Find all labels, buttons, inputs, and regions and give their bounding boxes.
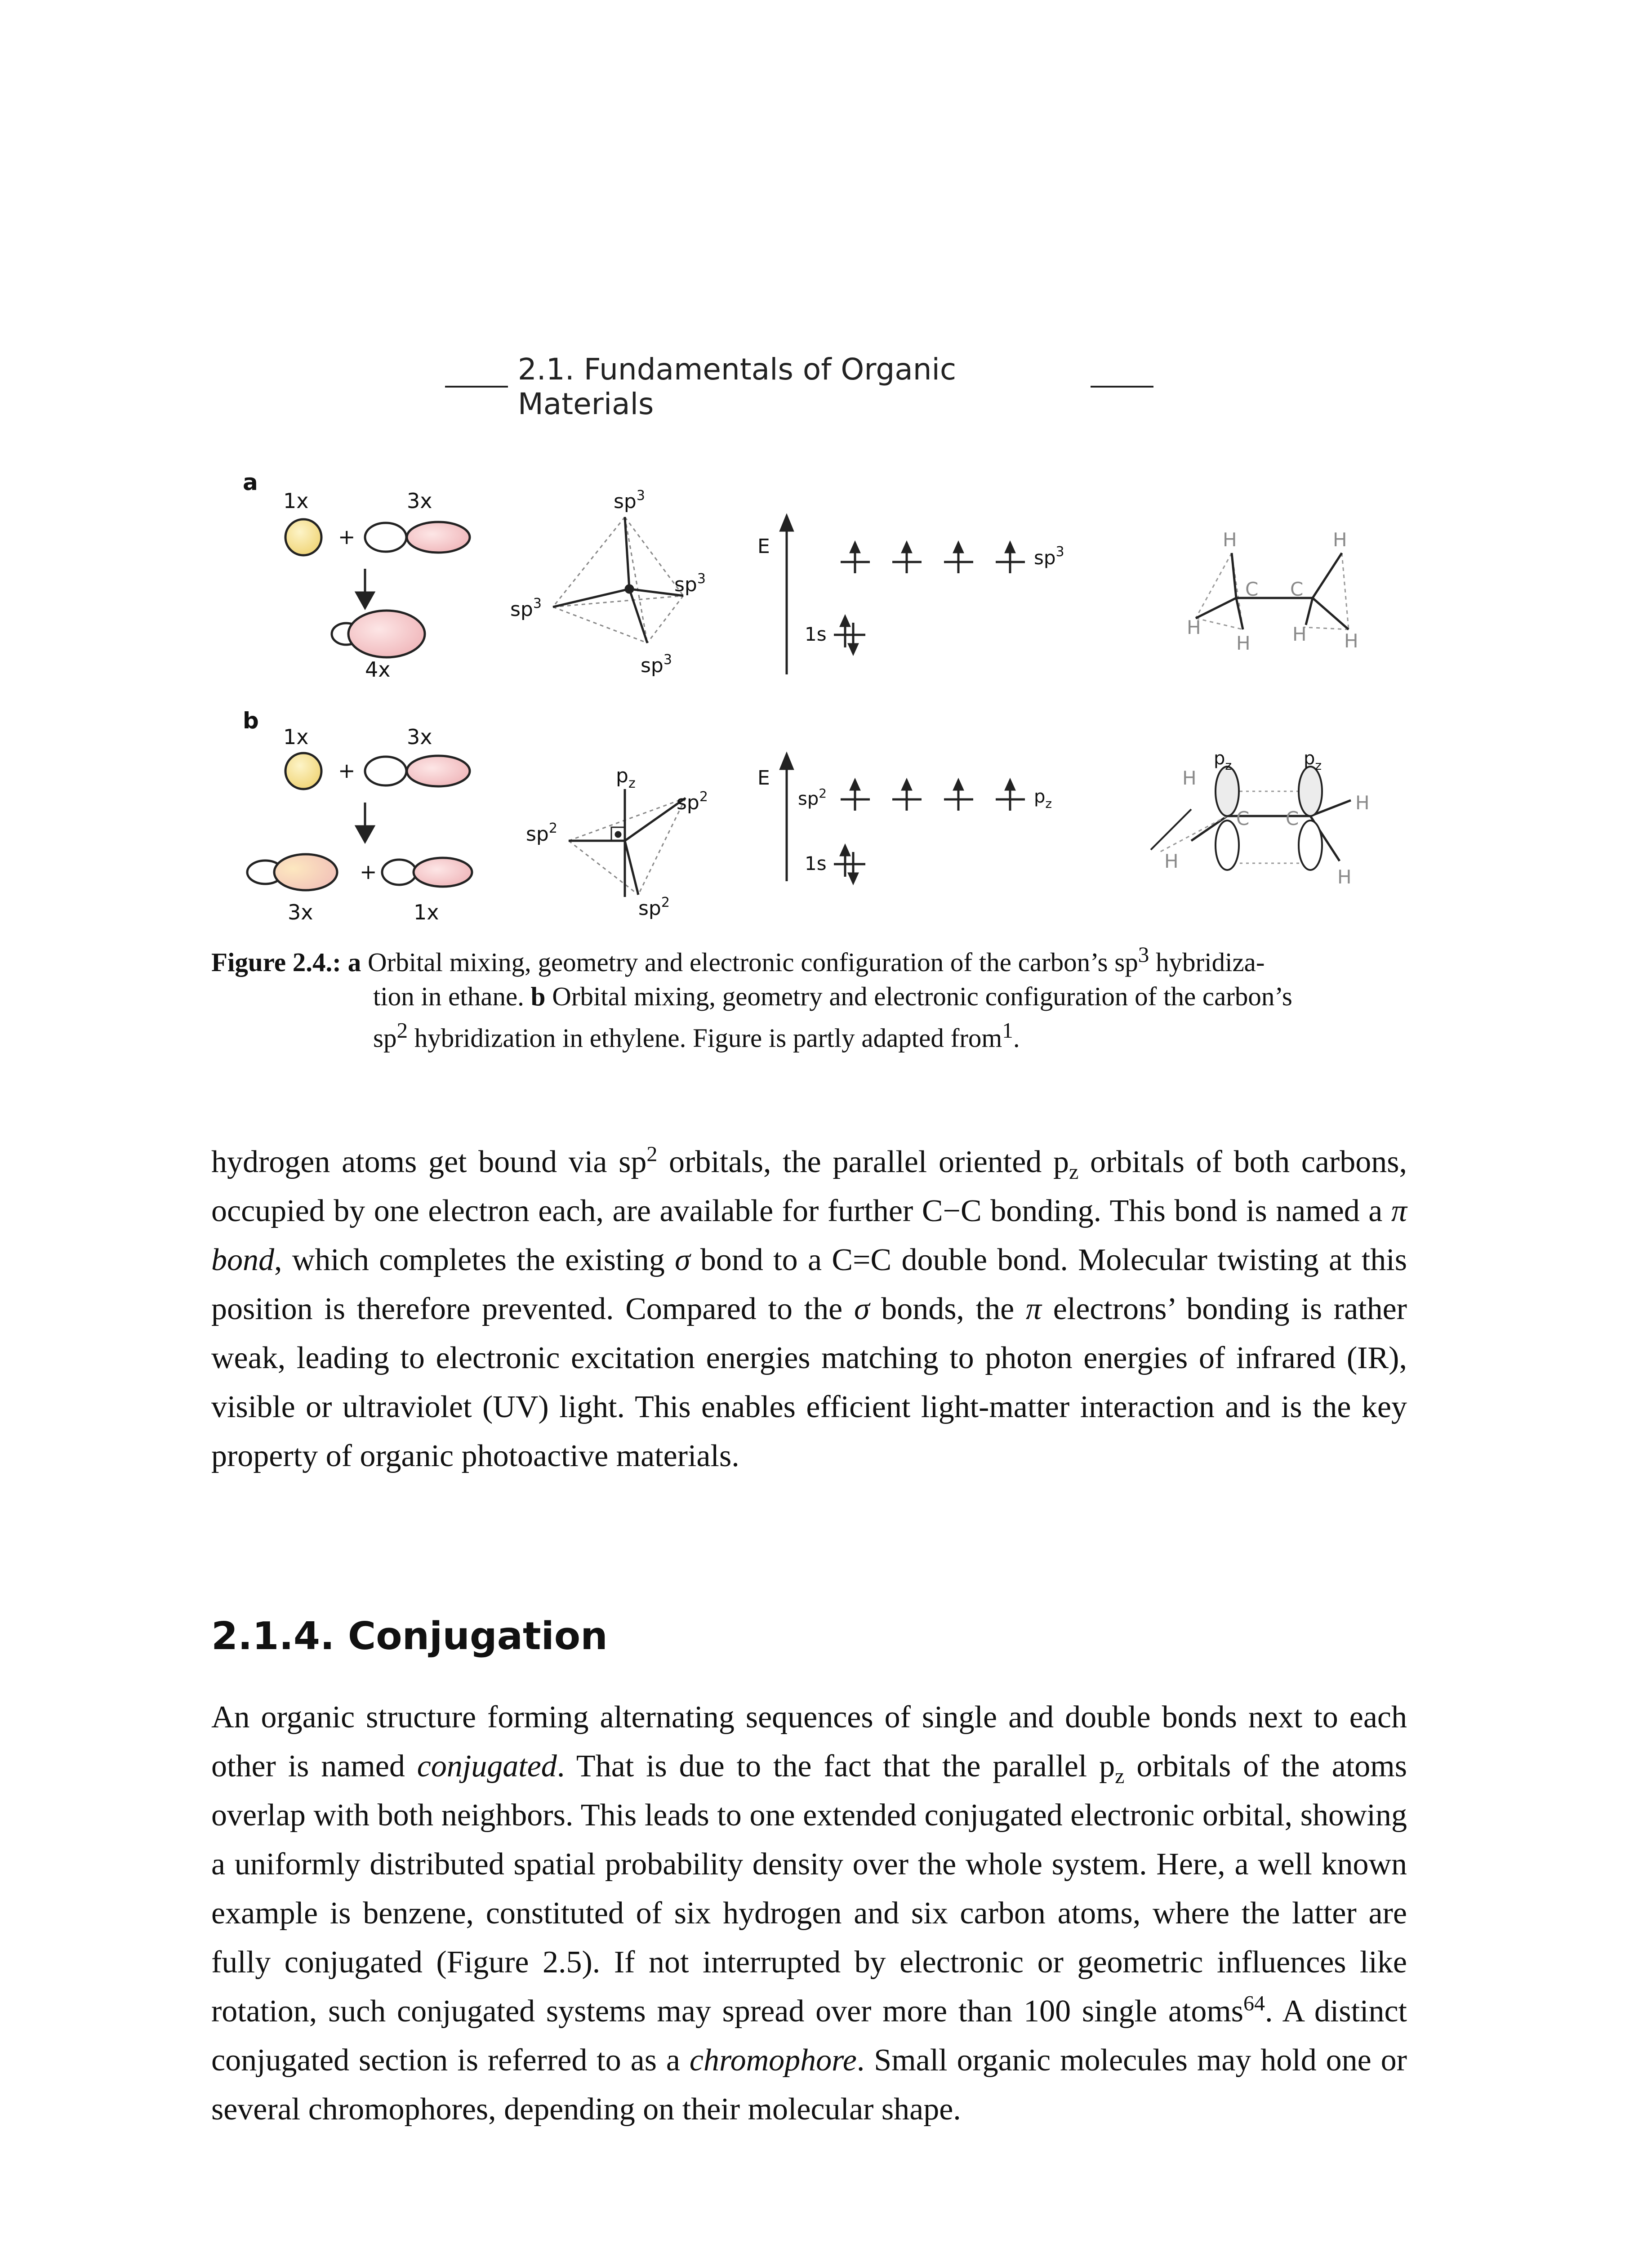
- a-sp3-level-label: $sp^3$: [1034, 544, 1064, 569]
- panel-b-label: b: [243, 708, 259, 734]
- pi-bond-term: π bond: [211, 1194, 1407, 1277]
- a-sp3-bottom-label: $sp^3$: [641, 652, 672, 677]
- a-1s-electron-pair: [834, 617, 865, 653]
- a-count-3x: 3x: [407, 489, 432, 513]
- a-p-orbital: [365, 522, 470, 553]
- caption-line-2: tion in ethane. b Orbital mixing, geometry and electronic configuration of the carbon’s: [373, 981, 1292, 1011]
- citation-64: 64: [1243, 1991, 1265, 2016]
- b-electron-levels: [841, 781, 1025, 811]
- a-tetrahedral-geometry: [553, 517, 683, 643]
- section-heading-conjugation: 2.1.4. Conjugation: [211, 1614, 608, 1659]
- a-count-4x: 4x: [365, 657, 391, 682]
- svg-text:H: H: [1355, 792, 1370, 814]
- b-ethylene-pz-right: $p_z$: [1304, 748, 1322, 773]
- caption-label: Figure 2.4.:: [211, 947, 341, 977]
- svg-text:H: H: [1337, 866, 1352, 888]
- a-sp3-hybrid-orbital: [332, 611, 425, 657]
- a-sp3-left-label: $sp^3$: [510, 596, 542, 621]
- a-sp3-top-label: $sp^3$: [614, 488, 645, 513]
- body-paragraph-2: An organic structure forming alternating sequences of single and double bonds next to each other is named conjugated. That is due to the fact that the parallel $p_z$ orbitals of the atoms overlap with both neighbors. This leads to one extended conjugated electronic orbital, showing a uniformly distributed spatial probability density over the whole system. Here, a well known example is benzene, constituted of six hydrogen and six carbon atoms, where the latter are fully conjugated (Figure 2.5). If not interrupted by electronic or geometric influences like rotation, such conjugated systems may spread over more than 100 single atoms$^{64}$. A distinct conjugated section is referred to as a chromophore. Small organic molecules may hold one or several chromophores, depending on their molecular shape.: [211, 1700, 1407, 2127]
- b-count-3x: 3x: [407, 725, 432, 749]
- a-ethane-atom-labels: [1187, 529, 1358, 654]
- a-sp3-electron-levels: [841, 543, 1025, 573]
- caption-panel-a-ref: a: [347, 947, 361, 977]
- b-1s-level-label: 1s: [805, 852, 827, 874]
- b-energy-label: E: [757, 767, 770, 789]
- b-plus-top: +: [338, 758, 356, 783]
- svg-text:C: C: [1236, 807, 1250, 830]
- a-1s-level-label: 1s: [805, 623, 827, 645]
- b-ethylene-atom-labels: [1164, 767, 1370, 888]
- svg-text:H: H: [1292, 623, 1307, 645]
- svg-text:H: H: [1187, 616, 1201, 638]
- svg-text:H: H: [1223, 529, 1237, 551]
- b-pz-level-label: $p_z$: [1034, 786, 1052, 811]
- b-sp2-left-label: $sp^2$: [526, 821, 557, 846]
- b-trigonal-planar-geometry: [569, 789, 686, 897]
- b-count-1x-bottom: 1x: [414, 900, 439, 924]
- b-sp2-level-label: $sp^2$: [798, 786, 827, 809]
- b-s-orbital: [285, 753, 321, 789]
- figure-caption: [211, 937, 1407, 1055]
- svg-text:H: H: [1333, 529, 1347, 551]
- body-paragraph-1: hydrogen atoms get bound via $sp^2$ orbitals, the parallel oriented $p_z$ orbitals of both carbons, occupied by one electron each, are available for further C−C bonding. This bond is named a π bond, which completes the existing σ bond to a C=C double bond. Molecular twisting at this position is therefore prevented. Compared to the σ bonds, the π electrons’ bonding is rather weak, leading to electronic excitation energies matching to photon energies of infrared (IR), visible or ultraviolet (UV) light. This enables efficient light-matter interaction and is the key property of organic photoactive materials.: [211, 1142, 1407, 1473]
- a-count-1x: 1x: [283, 489, 309, 513]
- svg-text:H: H: [1164, 850, 1179, 872]
- caption-line-3: $sp^2$ hybridization in ethylene. Figure is partly adapted from$^1$.: [373, 1017, 1020, 1053]
- svg-text:H: H: [1182, 767, 1197, 789]
- b-sp2-bottom-label: $sp^2$: [638, 895, 670, 920]
- caption-citation: 1: [1002, 1017, 1013, 1043]
- b-remaining-pz-orbital: [382, 858, 472, 887]
- b-ethylene-structure: [1151, 767, 1351, 870]
- running-header-text: 2.1. Fundamentals of Organic Materials: [517, 352, 957, 421]
- b-1s-electron-pair: [834, 846, 865, 883]
- a-sp3-right-label: $sp^3$: [674, 571, 706, 596]
- svg-text:C: C: [1245, 578, 1259, 600]
- svg-text:H: H: [1344, 630, 1358, 652]
- a-s-orbital: [285, 519, 321, 555]
- a-mix-arrow: [356, 569, 374, 608]
- b-pz-geometry-label: $p_z$: [616, 764, 636, 791]
- b-count-1x: 1x: [283, 725, 309, 749]
- figure-2-4: [0, 0, 1652, 935]
- svg-text:C: C: [1290, 578, 1304, 600]
- svg-text:C: C: [1286, 807, 1299, 830]
- b-sp2-hybrid-orbitals: [247, 854, 337, 890]
- conjugated-term: conjugated: [417, 1749, 557, 1784]
- caption-panel-b-ref: b: [530, 981, 546, 1011]
- b-ethylene-pz-left: $p_z$: [1214, 748, 1232, 773]
- b-count-3x-bottom: 3x: [288, 900, 313, 924]
- b-mix-arrow: [356, 803, 374, 842]
- chromophore-term: chromophore: [689, 2043, 857, 2078]
- b-sp2-right-label: $sp^2$: [677, 789, 708, 814]
- b-energy-axis: [781, 754, 793, 881]
- svg-text:H: H: [1236, 632, 1251, 654]
- a-ethane-structure: [1196, 553, 1349, 629]
- caption-line-1: Figure 2.4.: a Orbital mixing, geometry and electronic configuration of the carbon’s $sp^3$ hybridiza-: [211, 942, 1265, 977]
- a-plus: +: [338, 525, 356, 549]
- panel-a-label: a: [243, 469, 258, 495]
- b-plus-bottom: +: [360, 860, 377, 884]
- a-energy-axis: [781, 516, 793, 674]
- a-energy-label: E: [757, 535, 770, 558]
- b-p-orbitals: [365, 756, 470, 786]
